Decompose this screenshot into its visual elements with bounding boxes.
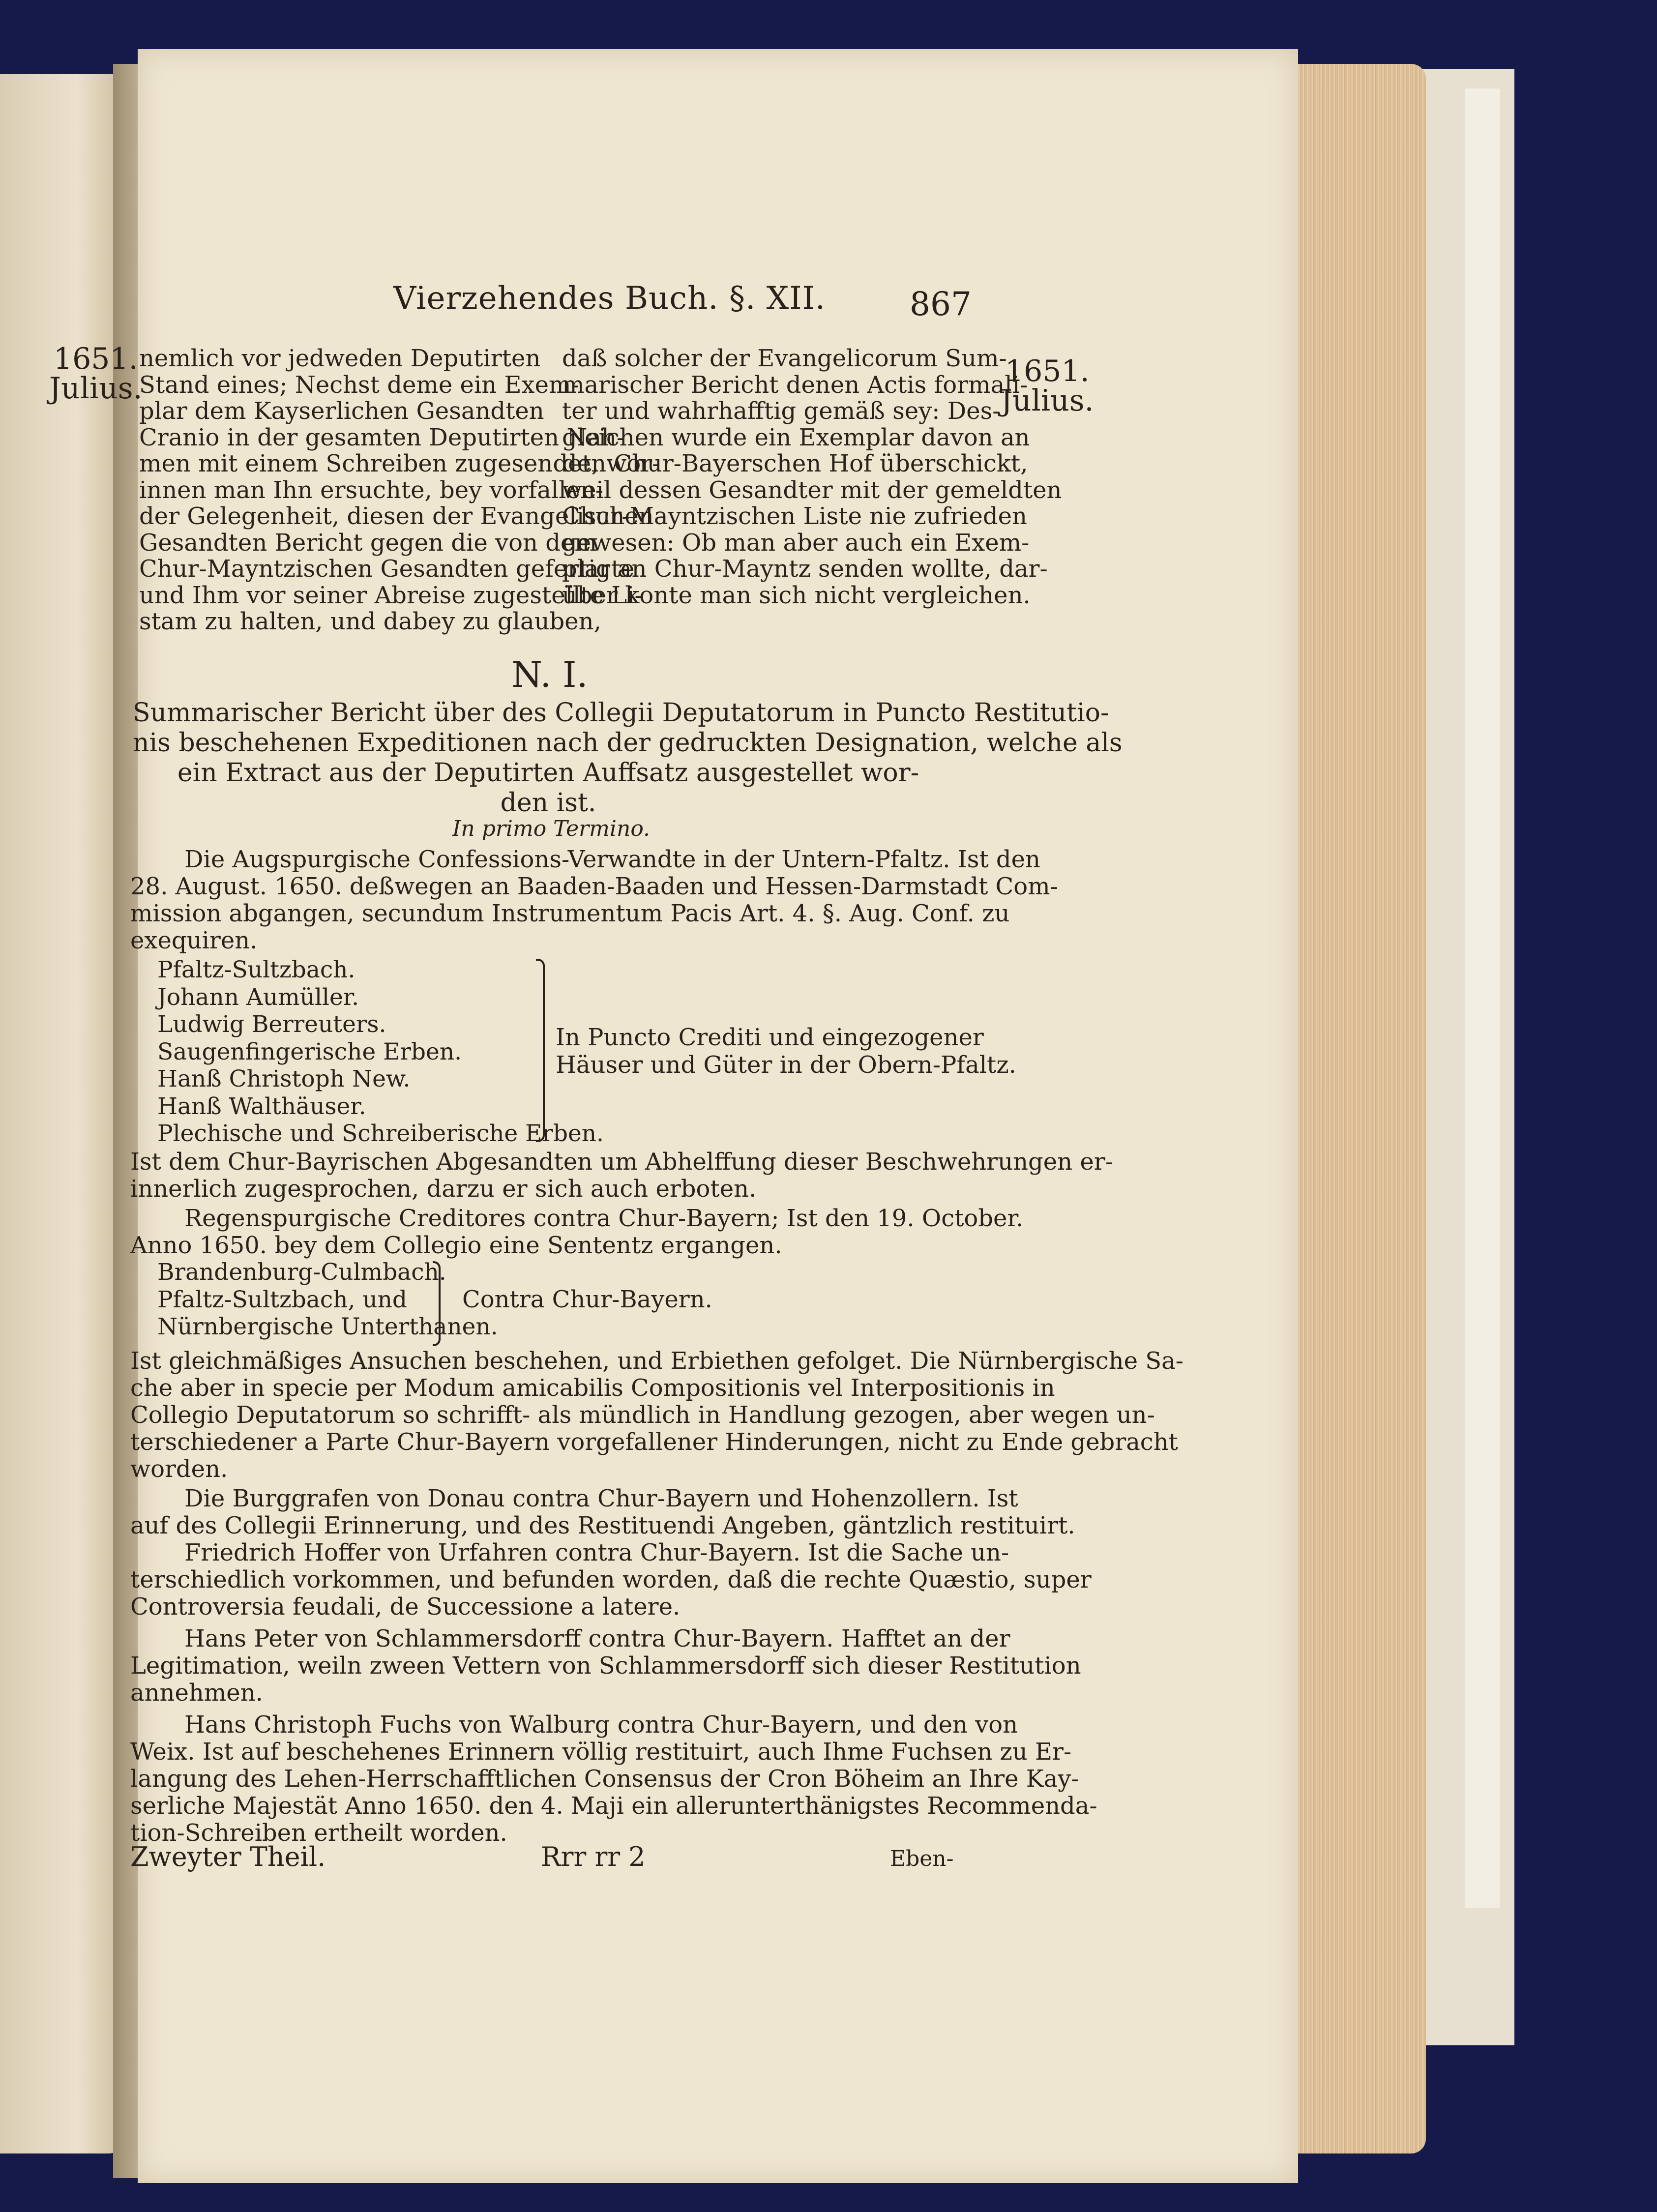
- margin-note-left: [49, 342, 143, 406]
- page-number: 867: [910, 285, 972, 323]
- list-item: Saugenfingerische Erben.: [157, 1038, 462, 1065]
- text-line: Die Burggrafen von Donau contra Chur-Bayern und Hohenzollern. Ist: [184, 1485, 1018, 1512]
- text-line: worden.: [130, 1455, 228, 1483]
- text-line: auf des Collegii Erinnerung, und des Restituendi Angeben, gäntzlich restituirt.: [130, 1512, 1075, 1539]
- text-line: und Ihm vor seiner Abreise zugestellte Li-: [139, 581, 643, 609]
- section-number: N. I.: [511, 654, 588, 695]
- text-line: Legitimation, weiln zween Vettern von Schlammersdorff sich dieser Restitution: [130, 1652, 1081, 1680]
- text-line: Gesandten Bericht gegen die von dem: [139, 529, 597, 557]
- brace: [433, 1261, 441, 1346]
- margin-year: 1651.: [1005, 354, 1090, 388]
- text-line: che aber in specie per Modum amicabilis Compositionis vel Interpositionis in: [130, 1374, 1055, 1402]
- text-line: annehmen.: [130, 1679, 263, 1707]
- text-line: Die Augspurgische Confessions-Verwandte in der Untern-Pfaltz. Ist den: [184, 846, 1040, 873]
- running-head: Vierzehendes Buch. §. XII.: [393, 280, 826, 317]
- text-line: langung des Lehen-Herrschafftlichen Consensus der Cron Böheim an Ihre Kay-: [130, 1765, 1079, 1793]
- text-line: Controversia feudali, de Successione a latere.: [130, 1593, 681, 1621]
- text-line: terschiedener a Parte Chur-Bayern vorgefallener Hinderungen, nicht zu Ende gebracht: [130, 1428, 1178, 1456]
- text-line: men mit einem Schreiben zugesendet, wor-: [139, 450, 660, 477]
- text-line: Hans Christoph Fuchs von Walburg contra Chur-Bayern, und den von: [184, 1711, 1018, 1739]
- text-line: mission abgangen, secundum Instrumentum Pacis Art. 4. §. Aug. Conf. zu: [130, 900, 1010, 927]
- list-item: Pfaltz-Sultzbach.: [157, 956, 355, 983]
- text-line: 28. August. 1650. deßwegen an Baaden-Baaden und Hessen-Darmstadt Com-: [130, 873, 1058, 900]
- text-line: Weix. Ist auf beschehenes Erinnern völlig restituirt, auch Ihme Fuchsen zu Er-: [130, 1738, 1072, 1766]
- text-line: Stand eines; Nechst deme ein Exem-: [139, 371, 579, 399]
- text-line: ter und wahrhafftig gemäß sey: Des-: [562, 397, 1001, 425]
- text-line: nemlich vor jedweden Deputirten: [139, 345, 541, 372]
- text-line: Chur-Mayntzischen Liste nie zufrieden: [562, 502, 1027, 530]
- margin-month: Julius.: [49, 371, 143, 406]
- title-line: Summarischer Bericht über des Collegii Deputatorum in Puncto Restitutio-: [133, 698, 1109, 728]
- text-line: terschiedlich vorkommen, und befunden worden, daß die rechte Quæstio, super: [130, 1566, 1092, 1593]
- title-line: den ist.: [500, 788, 596, 818]
- text-line: den Chur-Bayerschen Hof überschickt,: [562, 450, 1028, 477]
- brace: [536, 959, 545, 1142]
- text-line: daß solcher der Evangelicorum Sum-: [562, 345, 1007, 372]
- text-line: Chur-Mayntzischen Gesandten gefertigte: [139, 555, 635, 583]
- text-line: plar an Chur-Mayntz senden wollte, dar-: [562, 555, 1048, 583]
- brace-note: [556, 1024, 1016, 1079]
- title-line: ein Extract aus der Deputirten Auffsatz ausgestellet wor-: [177, 758, 919, 788]
- text-line: marischer Bericht denen Actis formali-: [562, 371, 1028, 399]
- signature-mark: Rrr rr 2: [541, 1841, 646, 1872]
- brace-note: Contra Chur-Bayern.: [462, 1286, 712, 1313]
- page-edges: [1278, 64, 1426, 2153]
- text-line: exequiren.: [130, 927, 258, 954]
- text-line: gewesen: Ob man aber auch ein Exem-: [562, 529, 1030, 557]
- text-line: serliche Majestät Anno 1650. den 4. Maji ein allerunterthänigstes Recommenda-: [130, 1792, 1097, 1820]
- text-line: In Puncto Crediti und eingezogener: [556, 1024, 984, 1051]
- text-line: innerlich zugesprochen, darzu er sich auch erboten.: [130, 1175, 757, 1203]
- catchword: Eben-: [890, 1846, 954, 1871]
- list-item: Brandenburg-Culmbach.: [157, 1259, 446, 1286]
- text-column-left: [139, 345, 660, 635]
- text-line: Ist dem Chur-Bayrischen Abgesandten um Abhelffung dieser Beschwehrungen er-: [130, 1148, 1113, 1176]
- list-item: Hanß Christoph New.: [157, 1065, 411, 1092]
- volume-footer: Zweyter Theil.: [130, 1841, 326, 1872]
- text-line: Collegio Deputatorum so schrifft- als mündlich in Handlung gezogen, aber wegen un-: [130, 1401, 1155, 1429]
- list-item: Plechische und Schreiberische Erben.: [157, 1120, 604, 1147]
- list-item: Johann Aumüller.: [157, 983, 359, 1011]
- claimant-list: [157, 1259, 498, 1341]
- list-item: Ludwig Berreuters.: [157, 1011, 386, 1038]
- text-line: gleichen wurde ein Exemplar davon an: [562, 423, 1030, 451]
- section-subtitle: In primo Termino.: [452, 816, 651, 841]
- paper-strip: [1465, 88, 1500, 1908]
- text-line: Ist gleichmäßiges Ansuchen beschehen, und Erbiethen gefolget. Die Nürnbergische Sa-: [130, 1347, 1184, 1375]
- list-item: Nürnbergische Unterthanen.: [157, 1313, 498, 1340]
- title-line: nis beschehenen Expeditionen nach der gedruckten Designation, welche als: [133, 728, 1123, 758]
- margin-year: 1651.: [53, 342, 138, 376]
- text-line: tion-Schreiben ertheilt worden.: [130, 1819, 507, 1847]
- text-line: stam zu halten, und dabey zu glauben,: [139, 608, 601, 635]
- text-line: Regenspurgische Creditores contra Chur-Bayern; Ist den 19. October.: [184, 1205, 1024, 1232]
- list-item: Pfaltz-Sultzbach, und: [157, 1286, 407, 1313]
- text-line: weil dessen Gesandter mit der gemeldten: [562, 476, 1062, 504]
- margin-month: Julius.: [1001, 383, 1094, 418]
- text-line: der Gelegenheit, diesen der Evangelischen: [139, 502, 654, 530]
- text-line: innen man Ihn ersuchte, bey vorfallen-: [139, 476, 604, 504]
- text-line: Friedrich Hoffer von Urfahren contra Chur-Bayern. Ist die Sache un-: [184, 1539, 1009, 1566]
- section-title: [133, 698, 1123, 818]
- list-item: Hanß Walthäuser.: [157, 1092, 366, 1120]
- text-line: Cranio in der gesamten Deputirten Nah-: [139, 423, 625, 451]
- text-line: über konte man sich nicht vergleichen.: [562, 581, 1031, 609]
- text-line: Anno 1650. bey dem Collegio eine Sententz ergangen.: [130, 1232, 782, 1259]
- text-line: Hans Peter von Schlammersdorff contra Chur-Bayern. Hafftet an der: [184, 1625, 1010, 1652]
- text-line: Häuser und Güter in der Obern-Pfaltz.: [556, 1051, 1016, 1079]
- text-line: plar dem Kayserlichen Gesandten: [139, 397, 544, 425]
